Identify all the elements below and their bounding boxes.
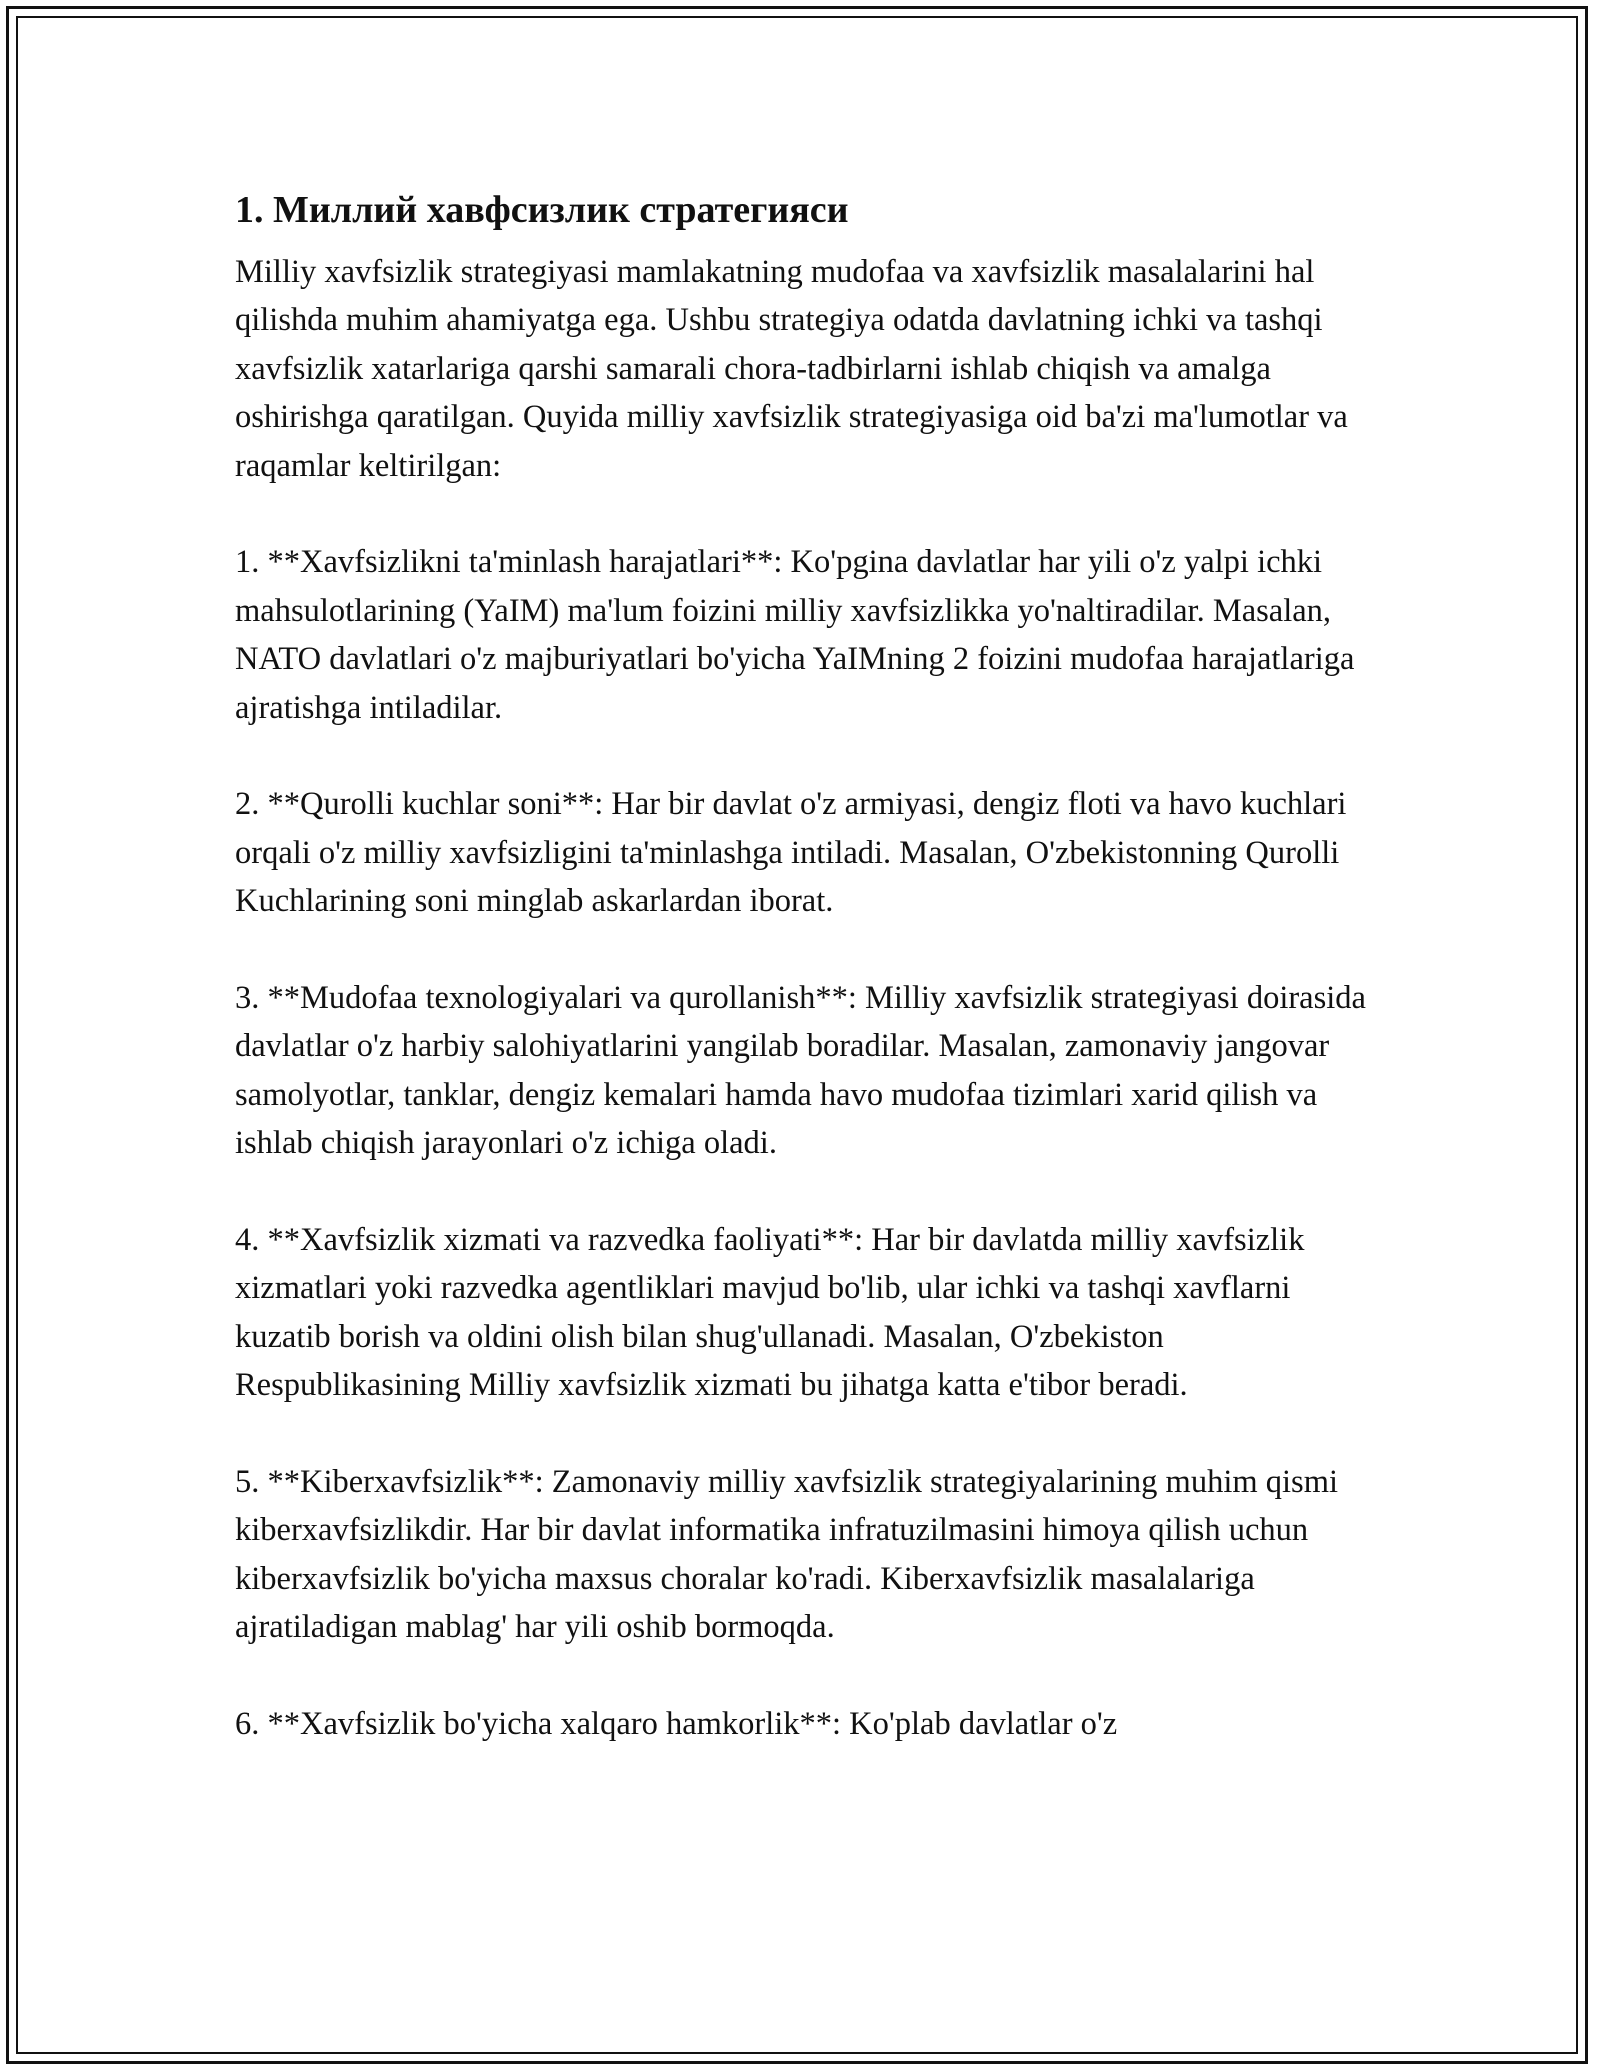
list-item-3: 3. **Mudofaa texnologiyalari va qurollanish**: Milliy xavfsizlik strategiyasi doirasida davlatlar o'z harbiy salohiyatlarini yangilab boradilar. Masalan, zamonaviy jangovar samolyotlar, tanklar, dengiz kemalari hamda havo mudofaa tizimlari xarid qilish va ishlab chiqish jarayonlari o'z ichiga oladi. [235, 980, 1366, 1162]
list-item-1: 1. **Xavfsizlikni ta'minlash harajatlari**: Ko'pgina davlatlar har yili o'z yalpi ichki mahsulotlarining (YaIM) ma'lum foizini milliy xavfsizlikka yo'naltiradilar. Masalan, NATO davlatlari o'z majburiyatlari bo'yicha YaIMning 2 foizini mudofaa harajatlariga ajratishga intiladilar. [235, 544, 1355, 726]
intro-paragraph: Milliy xavfsizlik strategiyasi mamlakatning mudofaa va xavfsizlik masalalarini hal qilishda muhim ahamiyatga ega. Ushbu strategiya odatda davlatning ichki va tashqi xavfsizlik xatarlariga qarshi samarali chora-tadbirlarni ishlab chiqish va amalga oshirishga qaratilgan. Quyida milliy xavfsizlik strategiyasiga oid ba'zi ma'lumotlar va raqamlar keltirilgan: [235, 254, 1348, 484]
list-item-4: 4. **Xavfsizlik xizmati va razvedka faoliyati**: Har bir davlatda milliy xavfsizlik xizmatlari yoki razvedka agentliklari mavjud bo'lib, ular ichki va tashqi xavflarni kuzatib borish va oldini olish bilan shug'ullanadi. Masalan, O'zbekiston Respublikasining Milliy xavfsizlik xizmati bu jihatga katta e'tibor beradi. [235, 1222, 1305, 1404]
list-item-6: 6. **Xavfsizlik bo'yicha xalqaro hamkorlik**: Ko'plab davlatlar o'z [235, 1706, 1118, 1743]
list-item-2: 2. **Qurolli kuchlar soni**: Har bir davlat o'z armiyasi, dengiz floti va havo kuchlari orqali o'z milliy xavfsizligini ta'minlashga intiladi. Masalan, O'zbekistonning Qurolli Kuchlarining soni minglab askarlardan iborat. [235, 786, 1347, 920]
document-body [235, 186, 1385, 1749]
list-item-5: 5. **Kiberxavfsizlik**: Zamonaviy milliy xavfsizlik strategiyalarining muhim qismi kiberxavfsizlikdir. Har bir davlat informatika infratuzilmasini himoya qilish uchun kiberxavfsizlik bo'yicha maxsus choralar ko'radi. Kiberxavfsizlik masalalariga ajratiladigan mablag' har yili oshib bormoqda. [235, 1464, 1339, 1646]
section-heading: 1. Миллий хавфсизлик стратегияси [235, 189, 849, 231]
